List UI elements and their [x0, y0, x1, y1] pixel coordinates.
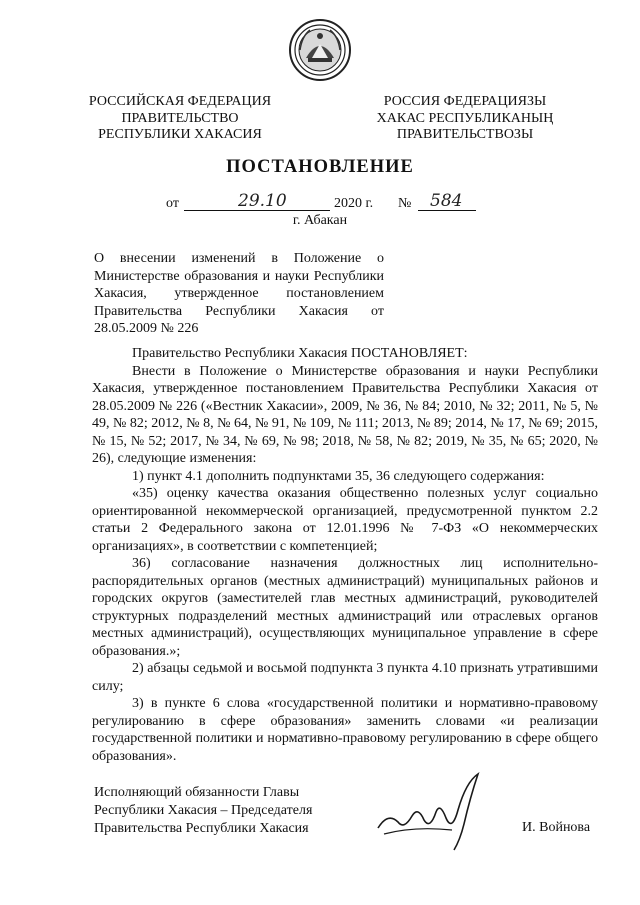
- document-subject: О внесении изменений в Положение о Министерстве образования и науки Республики Хакасия, утвержденное постановлением Правительства Республики Хакасия от 28.05.2009 № 226: [94, 251, 384, 336]
- date-handwritten: 29.10: [238, 191, 287, 211]
- body-paragraph: 2) абзацы седьмой и восьмой подпункта 3 пункта 4.10 признать утратившими силу;: [92, 661, 598, 694]
- date-year: 2020 г.: [334, 196, 374, 211]
- document-body: [92, 345, 598, 765]
- handwritten-signature: [374, 768, 498, 852]
- date-prefix: от: [166, 196, 179, 211]
- signatory-name: И. Войнова: [522, 820, 591, 835]
- header-left-block: [80, 94, 280, 144]
- signatory-position-line-2: Республики Хакасия – Председателя: [94, 803, 313, 818]
- body-paragraph: 36) согласование назначения должностных лиц исполнительно-распорядительных органов (местных администраций) муниципальных районов и городских округов (заместителей глав местных администраций, руководителей структурных подразделений местных администраций или отраслевых органов местных администраций), осуществляющих муниципальное управление в сфере образования.»;: [92, 556, 598, 659]
- number-handwritten: 584: [430, 191, 463, 211]
- header-left-line-1: РОССИЙСКАЯ ФЕДЕРАЦИЯ: [88, 94, 272, 109]
- header-right-line-3: ПРАВИТЕЛЬСТВОЗЫ: [396, 127, 534, 142]
- city-label: г. Абакан: [292, 213, 348, 228]
- body-paragraph: Внести в Положение о Министерстве образования и науки Республики Хакасия, утвержденное постановлением Правительства Республики Хакасия от 28.05.2009 № 226 («Вестник Хакасии», 2009, № 36, № 84; 2010, № 32; 2011, № 5, № 49, № 82; 2012, № 8, № 64, № 91, № 109, № 111; 2013, № 89; 2014, № 17, № 69; 2015, № 15, № 52; 2017, № 34, № 69, № 98; 2018, № 58, № 82; 2019, № 35, № 65; 2020, № 26), следующие изменения:: [92, 363, 598, 466]
- body-paragraph: 3) в пункте 6 слова «государственной политики и нормативно-правовому регулированию в сфере образования» заменить словами «и реализации государственной политики и нормативно-правовому регулированию в сфере общего образования».: [92, 696, 598, 764]
- header-left-line-3: РЕСПУБЛИКИ ХАКАСИЯ: [98, 127, 262, 142]
- signatory-position-line-3: Правительства Республики Хакасия: [94, 821, 309, 836]
- number-label: №: [398, 196, 412, 211]
- header-right-line-1: РОССИЯ ФЕДЕРАЦИЯЗЫ: [383, 94, 547, 109]
- body-paragraph: 1) пункт 4.1 дополнить подпунктами 35, 36 следующего содержания:: [132, 468, 545, 484]
- header-right-block: [360, 94, 570, 144]
- body-paragraph: «35) оценку качества оказания общественно полезных услуг социально ориентированной некоммерческой организацией, предусмотренной пунктом 2.2 статьи 2 Федерального закона от 12.01.1996 № 7-ФЗ «О некоммерческих организациях», в соответствии с компетенцией;: [92, 486, 598, 554]
- document-title: ПОСТАНОВЛЕНИЕ: [226, 157, 414, 177]
- signatory-position: [94, 784, 312, 838]
- header-right-line-2: ХАКАС РЕСПУБЛИКАНЫҢ: [376, 110, 554, 126]
- coat-of-arms-emblem: [288, 18, 352, 82]
- body-paragraph: Правительство Республики Хакасия ПОСТАНОВЛЯЕТ:: [132, 346, 468, 361]
- header-left-line-2: ПРАВИТЕЛЬСТВО: [121, 110, 239, 126]
- signatory-position-line-1: Исполняющий обязанности Главы: [94, 785, 300, 800]
